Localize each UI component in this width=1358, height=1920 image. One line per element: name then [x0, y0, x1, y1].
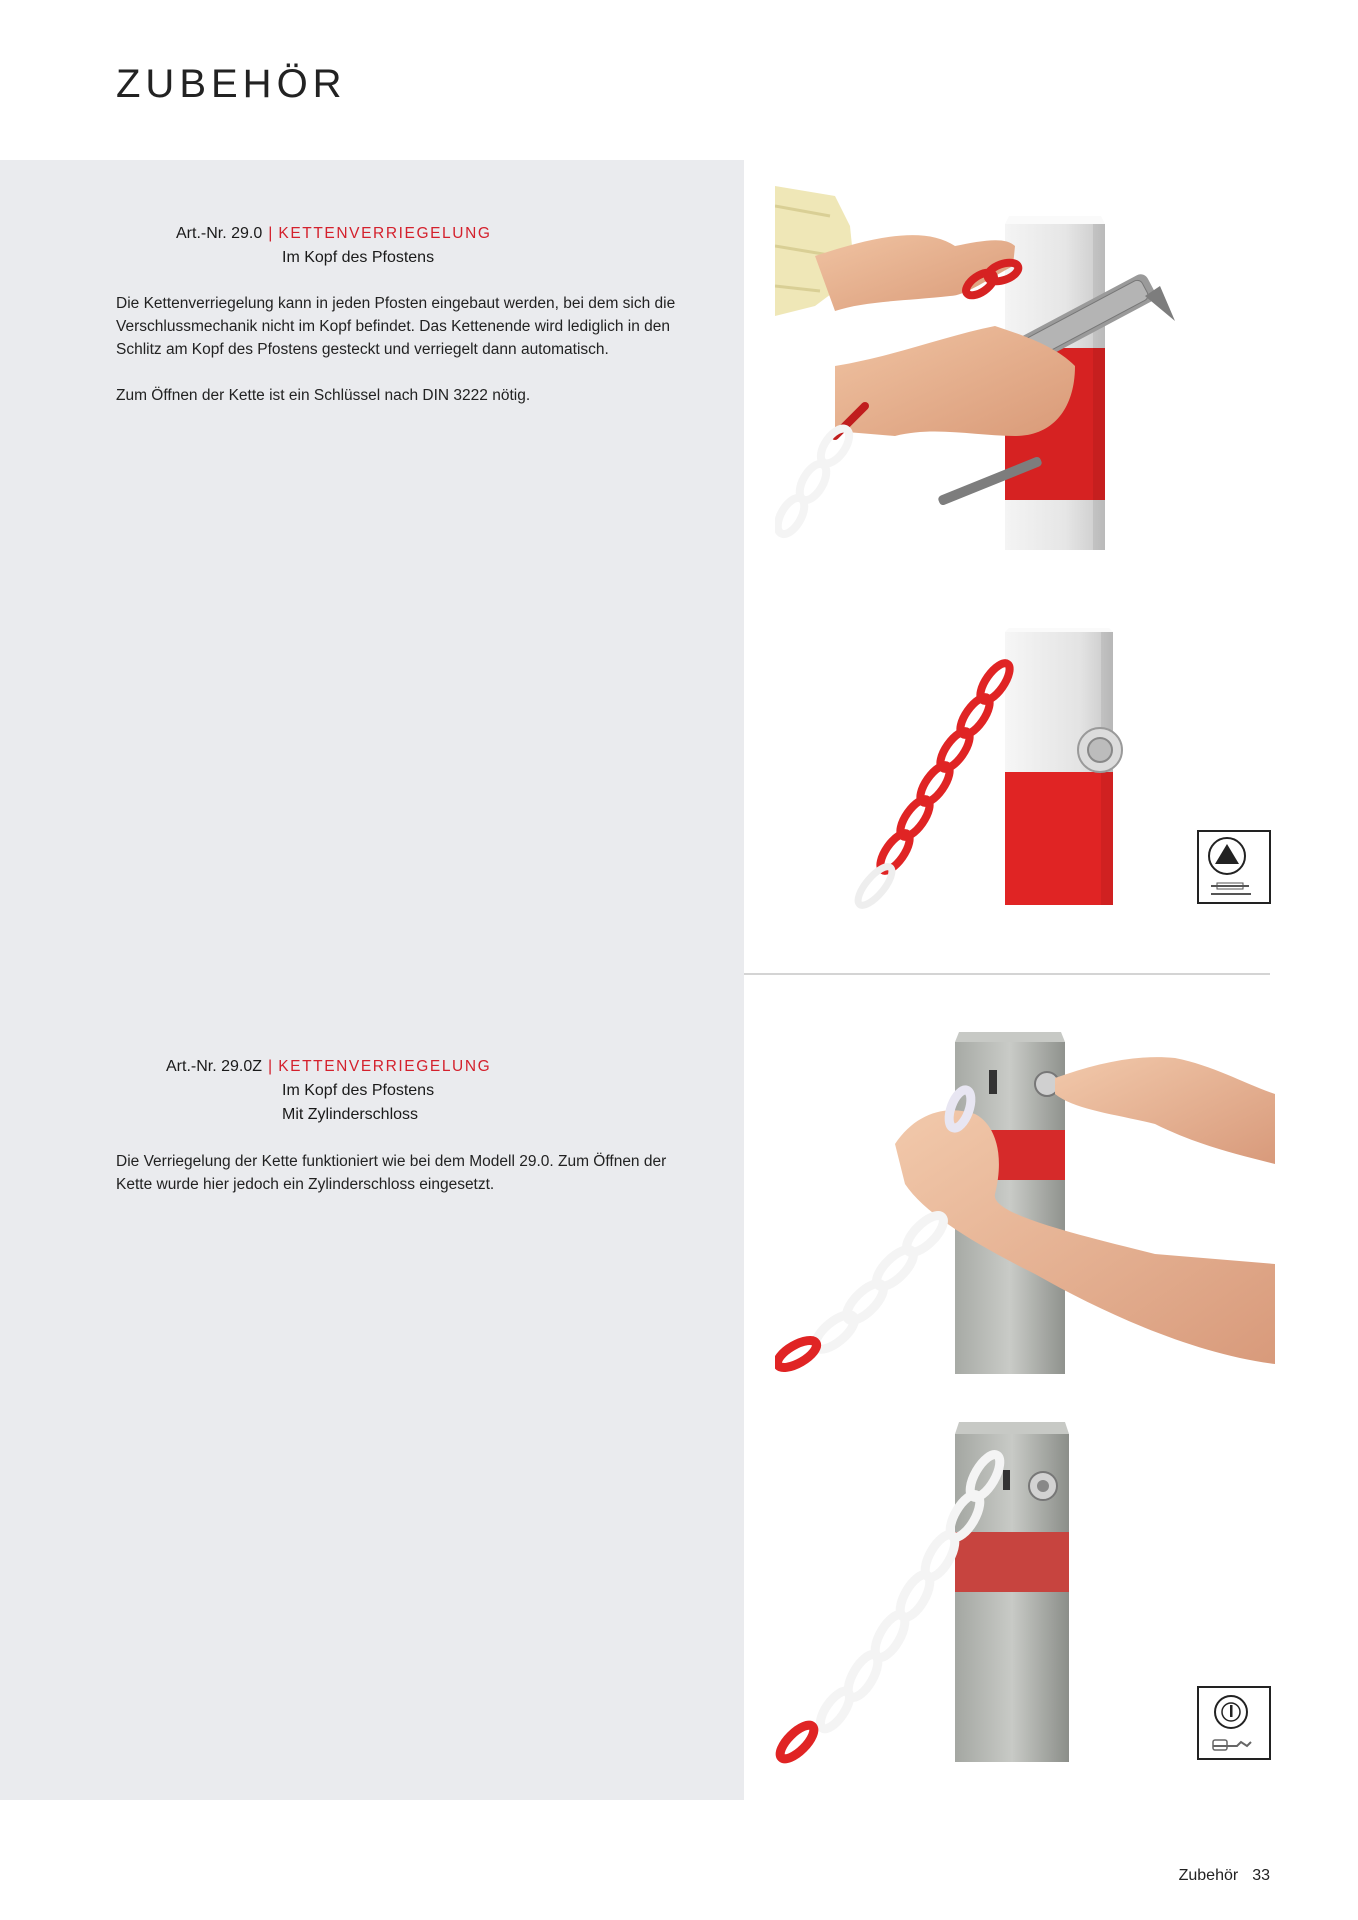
paragraph: Die Kettenverriegelung kann in jeden Pfosten eingebaut werden, bei dem sich die Verschlussmechanik nicht im Kopf befindet. Das Kettenende wird lediglich in den Schlitz am Kopf des Pfostens gesteckt und verriegelt dann automatisch.	[116, 295, 676, 358]
photo-chain-lock-hands	[775, 186, 1195, 556]
paragraph: Zum Öffnen der Kette ist ein Schlüssel nach DIN 3222 nötig.	[116, 387, 531, 404]
photo-cylinder-lock-hands	[775, 1014, 1275, 1374]
cylinder-lock-symbol-icon	[1197, 1686, 1271, 1760]
page-footer	[1179, 1867, 1270, 1885]
photo-galvanized-post-chain	[775, 1420, 1105, 1765]
article-subtitle: Im Kopf des Pfostens	[282, 249, 435, 266]
article-header	[176, 222, 492, 246]
article-title: KETTENVERRIEGELUNG	[278, 1058, 492, 1075]
paragraph: Die Verriegelung der Kette funktioniert wie bei dem Modell 29.0. Zum Öffnen der Kette wurde hier jedoch ein Zylinderschloss eingesetzt.	[116, 1153, 667, 1193]
article-number: Art.-Nr. 29.0	[176, 225, 263, 242]
page-number: 33	[1252, 1867, 1270, 1884]
separator: |	[268, 225, 273, 242]
separator: |	[268, 1058, 273, 1075]
article-header	[166, 1055, 491, 1079]
photo-chain-in-post	[815, 628, 1175, 913]
footer-section: Zubehör	[1178, 1867, 1239, 1884]
article-description	[116, 1150, 696, 1219]
article-description	[116, 292, 696, 430]
section-divider	[744, 973, 1270, 975]
triangle-key-symbol-icon	[1197, 830, 1271, 904]
article-number: Art.-Nr. 29.0Z	[166, 1058, 263, 1075]
page-title: ZUBEHÖR	[116, 62, 347, 106]
article-subtitle: Mit Zylinderschloss	[282, 1106, 419, 1123]
article-subtitle: Im Kopf des Pfostens	[282, 1082, 435, 1099]
article-title: KETTENVERRIEGELUNG	[278, 225, 492, 242]
